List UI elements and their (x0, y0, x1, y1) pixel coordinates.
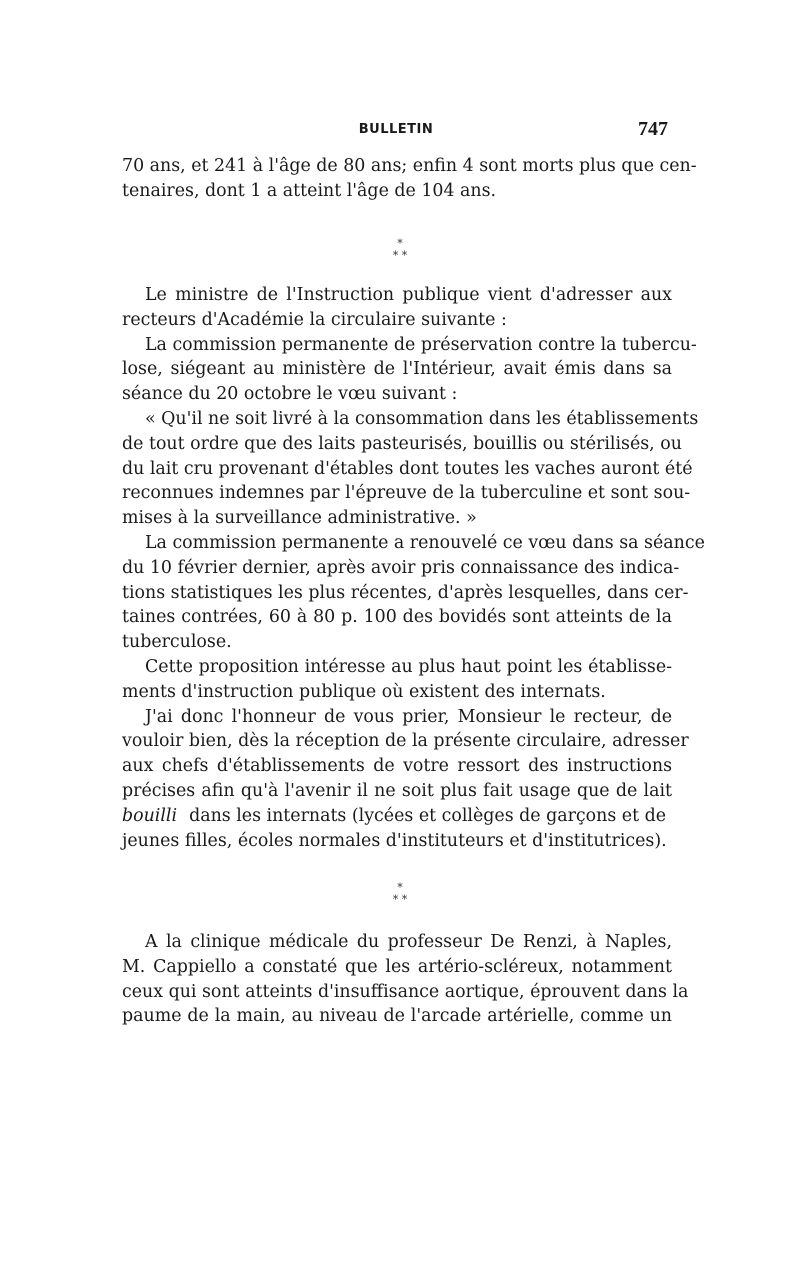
running-title: BULLETIN (358, 122, 434, 137)
separator-stars-bottom: * * (392, 893, 408, 906)
paragraph-clinic (122, 930, 689, 1029)
text-line: précises afin qu'à l'avenir il ne soit plus fait usage que de lait (122, 780, 672, 801)
text-line: tuberculose. (122, 632, 232, 653)
section-separator (0, 238, 800, 262)
separator-stars-bottom: * * (392, 249, 408, 262)
text-line: du 10 février dernier, après avoir pris connaissance des indica- (122, 557, 680, 578)
separator-star-top: * (397, 237, 403, 250)
text-line: A la clinique médicale du professeur De Renzi, à Naples, (145, 932, 672, 952)
text-line: La commission permanente de préservation contre la tubercu- (145, 334, 697, 355)
section-circular (122, 283, 705, 853)
text-line: tenaires, dont 1 a atteint l'âge de 104 ans. (122, 180, 497, 201)
page-number: 747 (638, 118, 668, 140)
section-separator (0, 882, 800, 906)
text-line: lose, siégeant au ministère de l'Intérieur, avait émis dans sa (122, 359, 672, 380)
text-line: recteurs d'Académie la circulaire suivante : (122, 309, 507, 330)
text-line-rest: dans les internats (lycées et collèges de garçons et de (189, 805, 667, 826)
text-line: Le ministre de l'Instruction publique vient d'adresser aux (145, 285, 672, 305)
running-head (122, 118, 670, 140)
text-line: ceux qui sont atteints d'insuffisance aortique, éprouvent dans la (122, 981, 689, 1002)
text-line: aux chefs d'établissements de votre ressort des instructions (122, 756, 672, 777)
text-line: mises à la surveillance administrative. » (122, 508, 477, 529)
text-line: jeunes filles, écoles normales d'instituteurs et d'institutrices). (122, 830, 667, 851)
text-line: séance du 20 octobre le vœu suivant : (122, 384, 458, 405)
text-line: vouloir bien, dès la réception de la présente circulaire, adresser (122, 731, 689, 752)
text-line: 70 ans, et 241 à l'âge de 80 ans; enfin 4 sont morts plus que cen- (122, 156, 697, 176)
text-line: taines contrées, 60 à 80 p. 100 des bovidés sont atteints de la (122, 607, 672, 628)
text-line: ments d'instruction publique où existent des internats. (122, 681, 606, 702)
text-line: J'ai donc l'honneur de vous prier, Monsieur le recteur, de (145, 706, 672, 727)
text-line: La commission permanente a renouvelé ce vœu dans sa séance (145, 532, 705, 553)
separator-star-top: * (397, 881, 403, 894)
text-line: de tout ordre que des laits pasteurisés, bouillis ou stérilisés, ou (122, 433, 682, 454)
paragraph-mortality (122, 154, 697, 204)
text-line: tions statistiques les plus récentes, d'après lesquelles, dans cer- (122, 582, 689, 603)
text-line: « Qu'il ne soit livré à la consommation dans les établissements (145, 408, 699, 429)
italic-word-bouilli: bouilli (122, 805, 178, 826)
text-line: reconnues indemnes par l'épreuve de la tuberculine et sont sou- (122, 483, 691, 504)
text-line: paume de la main, au niveau de l'arcade artérielle, comme un (122, 1006, 672, 1027)
text-line: M. Cappiello a constaté que les artério-scléreux, notamment (122, 956, 672, 977)
text-line (122, 804, 672, 829)
text-line: Cette proposition intéresse au plus haut point les établisse- (145, 656, 672, 677)
text-line: du lait cru provenant d'étables dont toutes les vaches auront été (122, 458, 693, 479)
